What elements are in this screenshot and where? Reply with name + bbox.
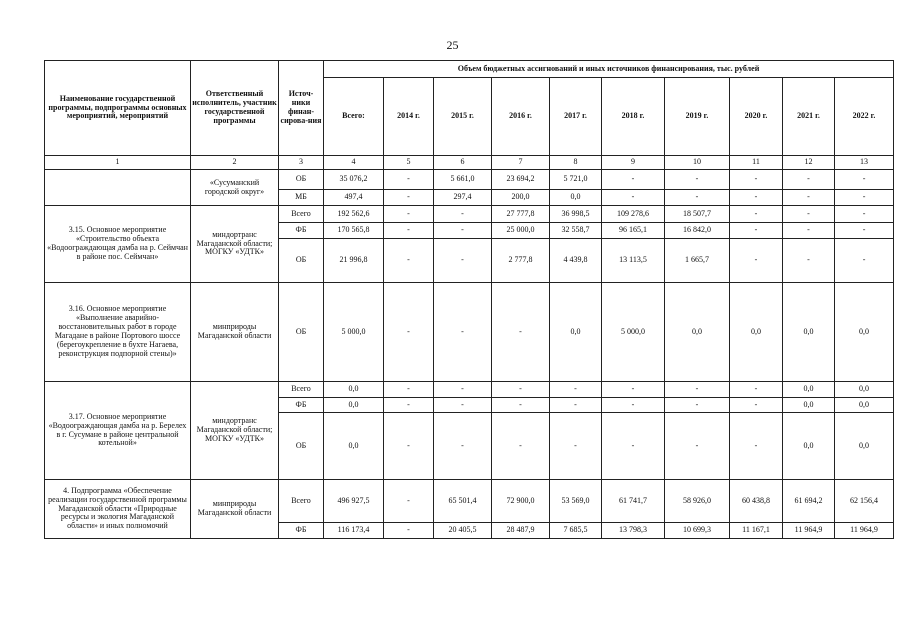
row-value: 0,0 — [783, 398, 835, 413]
row-name: 3.15. Основное мероприятие «Строительство объекта «Водоограждающая дамба на р. Сеймчан в районе пос. Сеймчан» — [45, 206, 191, 283]
row-value: 36 998,5 — [550, 206, 602, 223]
row-value: 62 156,4 — [835, 480, 894, 523]
column-number: 5 — [384, 156, 434, 170]
row-value: - — [665, 170, 730, 190]
page-number: 25 — [446, 38, 459, 52]
header-year: 2020 г. — [730, 78, 783, 156]
row-value: - — [835, 223, 894, 239]
row-source: ОБ — [279, 170, 324, 190]
header-source: Источ-ники финан-сирова-ния — [279, 61, 324, 156]
row-value: 0,0 — [665, 283, 730, 382]
row-value: - — [602, 398, 665, 413]
row-value: - — [384, 239, 434, 283]
column-number: 13 — [835, 156, 894, 170]
row-value: - — [835, 239, 894, 283]
row-value: - — [550, 413, 602, 480]
row-value: 11 167,1 — [730, 523, 783, 539]
row-value: 192 562,6 — [324, 206, 384, 223]
header-responsible: Ответственный исполнитель, участник государственной программы — [191, 61, 279, 156]
row-source: Всего — [279, 382, 324, 398]
row-responsible: минприроды Магаданской области — [191, 283, 279, 382]
table-row — [45, 170, 894, 190]
budget-table-container — [44, 60, 894, 539]
row-value: - — [384, 170, 434, 190]
row-name: 3.16. Основное мероприятие «Выполнение аварийно-восстановительных работ в городе Магадане в районе Портового шоссе (берегоукрепление в бухте Нагаева, реконструкция подпорной стены)» — [45, 283, 191, 382]
row-responsible: минприроды Магаданской области — [191, 480, 279, 539]
row-value: - — [602, 190, 665, 206]
row-value: 16 842,0 — [665, 223, 730, 239]
row-value: 0,0 — [324, 413, 384, 480]
row-value: - — [730, 206, 783, 223]
row-value: 200,0 — [492, 190, 550, 206]
row-value: 0,0 — [550, 283, 602, 382]
row-value: 20 405,5 — [434, 523, 492, 539]
row-value: - — [602, 170, 665, 190]
row-value: - — [492, 398, 550, 413]
row-source: Всего — [279, 480, 324, 523]
row-value: - — [550, 382, 602, 398]
row-value: 0,0 — [783, 413, 835, 480]
table-row — [45, 382, 894, 398]
row-responsible: «Сусуманский городской округ» — [191, 170, 279, 206]
row-source: ФБ — [279, 523, 324, 539]
row-value: 5 000,0 — [324, 283, 384, 382]
column-number: 2 — [191, 156, 279, 170]
row-name — [45, 170, 191, 206]
column-number: 10 — [665, 156, 730, 170]
row-value: 53 569,0 — [550, 480, 602, 523]
row-value: 5 000,0 — [602, 283, 665, 382]
row-value: 0,0 — [324, 382, 384, 398]
row-value: 0,0 — [783, 382, 835, 398]
row-value: 7 685,5 — [550, 523, 602, 539]
row-value: 0,0 — [835, 398, 894, 413]
row-value: - — [602, 413, 665, 480]
row-value: 2 777,8 — [492, 239, 550, 283]
row-value: 170 565,8 — [324, 223, 384, 239]
row-source: ОБ — [279, 413, 324, 480]
row-value: - — [384, 190, 434, 206]
row-value: 25 000,0 — [492, 223, 550, 239]
column-number: 8 — [550, 156, 602, 170]
column-number-row — [45, 156, 894, 170]
row-value: 5 661,0 — [434, 170, 492, 190]
column-number: 4 — [324, 156, 384, 170]
table-row — [45, 206, 894, 223]
row-value: 18 507,7 — [665, 206, 730, 223]
header-name: Наименование государственной программы, подпрограммы основных мероприятий, мероприятий — [45, 61, 191, 156]
row-value: - — [384, 206, 434, 223]
row-value: 72 900,0 — [492, 480, 550, 523]
row-value: - — [665, 413, 730, 480]
row-value: - — [783, 239, 835, 283]
budget-table — [44, 60, 894, 539]
row-value: - — [384, 382, 434, 398]
row-source: Всего — [279, 206, 324, 223]
column-number: 1 — [45, 156, 191, 170]
row-value: 96 165,1 — [602, 223, 665, 239]
row-value: - — [550, 398, 602, 413]
row-value: 58 926,0 — [665, 480, 730, 523]
row-value: 65 501,4 — [434, 480, 492, 523]
row-value: - — [384, 223, 434, 239]
row-value: - — [384, 398, 434, 413]
row-value: 32 558,7 — [550, 223, 602, 239]
header-row-group — [45, 61, 894, 78]
row-value: 496 927,5 — [324, 480, 384, 523]
header-year: 2014 г. — [384, 78, 434, 156]
header-year: 2017 г. — [550, 78, 602, 156]
row-value: 0,0 — [783, 283, 835, 382]
row-value: - — [665, 190, 730, 206]
row-value: 116 173,4 — [324, 523, 384, 539]
row-value: - — [492, 413, 550, 480]
row-value: - — [434, 206, 492, 223]
row-source: ОБ — [279, 283, 324, 382]
column-number: 7 — [492, 156, 550, 170]
row-value: - — [434, 398, 492, 413]
row-value: 11 964,9 — [835, 523, 894, 539]
row-value: - — [384, 523, 434, 539]
column-number: 11 — [730, 156, 783, 170]
row-value: 61 694,2 — [783, 480, 835, 523]
table-row — [45, 480, 894, 523]
row-value: - — [434, 223, 492, 239]
row-value: - — [835, 190, 894, 206]
row-value: - — [730, 223, 783, 239]
row-value: 0,0 — [550, 190, 602, 206]
row-value: 27 777,8 — [492, 206, 550, 223]
row-value: 4 439,8 — [550, 239, 602, 283]
row-value: - — [783, 206, 835, 223]
row-value: - — [730, 398, 783, 413]
row-value: - — [492, 382, 550, 398]
row-value: - — [492, 283, 550, 382]
row-value: 28 487,9 — [492, 523, 550, 539]
row-value: - — [835, 206, 894, 223]
header-year: 2018 г. — [602, 78, 665, 156]
row-value: 60 438,8 — [730, 480, 783, 523]
row-value: 21 996,8 — [324, 239, 384, 283]
row-value: 10 699,3 — [665, 523, 730, 539]
row-responsible: миндортранс Магаданской области; МОГКУ «УДТК» — [191, 206, 279, 283]
row-value: - — [602, 382, 665, 398]
row-value: 5 721,0 — [550, 170, 602, 190]
column-number: 12 — [783, 156, 835, 170]
row-value: 11 964,9 — [783, 523, 835, 539]
row-value: 35 076,2 — [324, 170, 384, 190]
row-value: - — [730, 190, 783, 206]
header-year: 2021 г. — [783, 78, 835, 156]
header-year: 2015 г. — [434, 78, 492, 156]
header-year: 2022 г. — [835, 78, 894, 156]
table-body — [45, 61, 894, 539]
row-value: 23 694,2 — [492, 170, 550, 190]
row-value: 497,4 — [324, 190, 384, 206]
column-number: 6 — [434, 156, 492, 170]
row-value: 0,0 — [835, 382, 894, 398]
row-name: 3.17. Основное мероприятие «Водоограждающая дамба на р. Берелех в г. Сусумане в районе центральной котельной» — [45, 382, 191, 480]
row-value: 13 798,3 — [602, 523, 665, 539]
row-value: 0,0 — [730, 283, 783, 382]
row-source: ФБ — [279, 398, 324, 413]
row-value: 109 278,6 — [602, 206, 665, 223]
row-value: - — [384, 283, 434, 382]
row-value: - — [434, 283, 492, 382]
row-value: 61 741,7 — [602, 480, 665, 523]
row-value: - — [730, 382, 783, 398]
header-total: Всего: — [324, 78, 384, 156]
row-value: 297,4 — [434, 190, 492, 206]
row-value: 0,0 — [835, 413, 894, 480]
row-value: 1 665,7 — [665, 239, 730, 283]
row-value: - — [384, 413, 434, 480]
row-value: - — [730, 170, 783, 190]
row-value: - — [783, 223, 835, 239]
row-value: - — [665, 382, 730, 398]
row-value: - — [730, 239, 783, 283]
row-value: - — [434, 413, 492, 480]
column-number: 3 — [279, 156, 324, 170]
header-year: 2016 г. — [492, 78, 550, 156]
row-value: - — [783, 190, 835, 206]
row-responsible: миндортранс Магаданской области; МОГКУ «УДТК» — [191, 382, 279, 480]
row-value: 13 113,5 — [602, 239, 665, 283]
row-value: - — [434, 239, 492, 283]
header-year: 2019 г. — [665, 78, 730, 156]
row-value: - — [665, 398, 730, 413]
row-value: - — [783, 170, 835, 190]
row-source: ФБ — [279, 223, 324, 239]
row-value: 0,0 — [324, 398, 384, 413]
row-value: 0,0 — [835, 283, 894, 382]
table-row — [45, 283, 894, 382]
row-value: - — [835, 170, 894, 190]
row-name: 4. Подпрограмма «Обеспечение реализации государственной программы Магаданской области «Природные ресурсы и экология Магаданской области» и иных полномочий — [45, 480, 191, 539]
column-number: 9 — [602, 156, 665, 170]
header-group-title: Объем бюджетных ассигнований и иных источников финансирования, тыс. рублей — [324, 61, 894, 78]
row-source: МБ — [279, 190, 324, 206]
row-value: - — [730, 413, 783, 480]
row-value: - — [384, 480, 434, 523]
row-value: - — [434, 382, 492, 398]
row-source: ОБ — [279, 239, 324, 283]
